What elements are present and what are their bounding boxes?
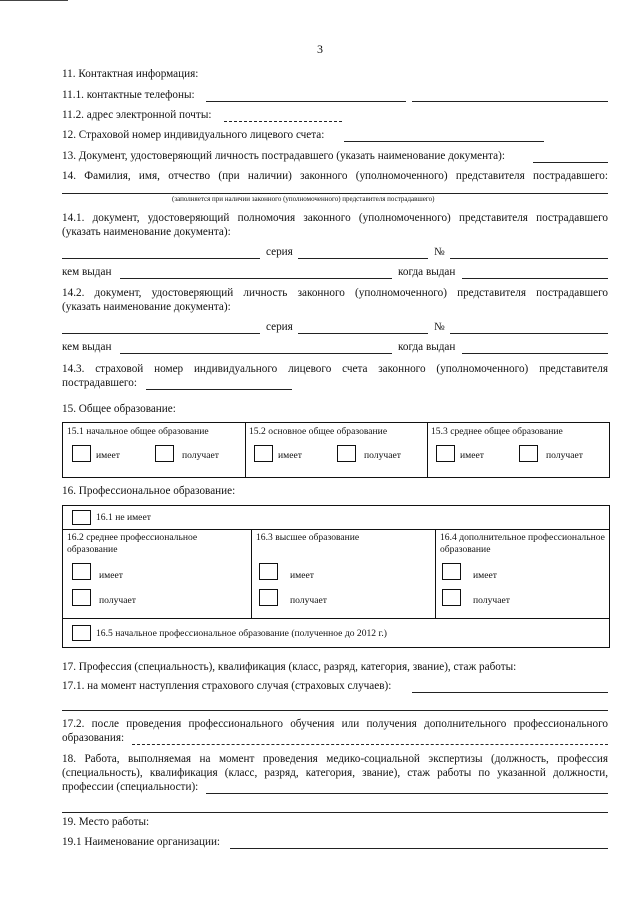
section-19-heading: 19. Место работы: [62, 816, 150, 828]
rep-snils-label-line2: пострадавшего: [62, 377, 137, 389]
representative-note: (заполняется при наличии законного (уполномоченного) представителя пострадавшего) [172, 195, 435, 203]
general-education-cell-1-title: 15.1 начальное общее образование [67, 426, 209, 437]
email-field[interactable] [224, 121, 342, 122]
rep-identity-label-line2: (указать наименование документа): [62, 301, 231, 313]
phones-field-2[interactable] [412, 101, 608, 102]
profession-after-training-label-line2: образования: [62, 732, 125, 744]
authority-document-label-line2: (указать наименование документа): [62, 226, 231, 238]
rep-identity-number-label: № [434, 321, 445, 333]
general-education-2-gets-label: получает [364, 450, 401, 461]
rep-identity-issued-when-label: когда выдан [398, 341, 456, 353]
section-16-heading: 16. Профессиональное образование: [62, 485, 236, 497]
current-work-field[interactable] [206, 793, 608, 794]
section-11-heading: 11. Контактная информация: [62, 68, 199, 80]
authority-number-field[interactable] [450, 258, 608, 259]
organization-name-label: 19.1 Наименование организации: [62, 836, 221, 848]
representative-name-label: 14. Фамилия, имя, отчество (при наличии) законного (уполномоченного) представителя пострадавшего: [62, 170, 608, 182]
initial-professional-row [63, 619, 609, 647]
general-education-3-gets-checkbox[interactable] [519, 445, 538, 462]
authority-document-name-field[interactable] [62, 258, 260, 259]
authority-issued-when-field[interactable] [462, 278, 608, 279]
representative-name-field[interactable] [62, 193, 608, 194]
general-education-cell-2 [245, 423, 428, 477]
authority-series-label: серия [266, 246, 293, 258]
general-education-1-gets-label: получает [182, 450, 219, 461]
rep-identity-number-field[interactable] [450, 333, 608, 334]
rep-identity-issued-by-label: кем выдан [62, 341, 112, 353]
organization-name-field[interactable] [230, 848, 608, 849]
current-work-label-line2: (специальность), квалификация (класс, разряд, категория, звание), стаж работы по указанной должности, [62, 767, 608, 779]
current-work-field-2[interactable] [62, 812, 608, 813]
additional-professional-title: 16.4 дополнительное профессиональное образование [440, 532, 605, 555]
no-education-row [63, 506, 609, 530]
higher-education-gets-label: получает [290, 595, 327, 606]
profession-at-insured-event-field-2[interactable] [62, 710, 608, 711]
rep-identity-label-line1: 14.2. документ, удостоверяющий личность законного (уполномоченного) представителя пострадавшего [62, 287, 608, 299]
general-education-1-has-checkbox[interactable] [72, 445, 91, 462]
profession-at-insured-event-field[interactable] [412, 692, 608, 693]
general-education-1-has-label: имеет [96, 450, 120, 461]
rep-snils-field[interactable] [146, 389, 292, 390]
secondary-professional-has-label: имеет [99, 570, 123, 581]
authority-issued-by-field[interactable] [120, 278, 392, 279]
rep-identity-issued-when-field[interactable] [462, 353, 608, 354]
authority-issued-when-label: когда выдан [398, 266, 456, 278]
professional-education-cell-3 [251, 530, 436, 618]
phones-field-1[interactable] [206, 101, 406, 102]
rep-identity-series-field[interactable] [298, 333, 428, 334]
page-number: 3 [317, 42, 323, 56]
secondary-professional-title: 16.2 среднее профессиональное образование [67, 532, 198, 555]
rep-identity-document-field[interactable] [62, 333, 260, 334]
identity-document-field[interactable] [533, 162, 608, 163]
professional-education-table [62, 505, 610, 648]
additional-professional-has-label: имеет [473, 570, 497, 581]
no-education-label: 16.1 не имеет [96, 512, 151, 523]
rep-identity-issued-by-field[interactable] [120, 353, 392, 354]
general-education-cell-3-title: 15.3 среднее общее образование [431, 426, 563, 437]
secondary-professional-gets-label: получает [99, 595, 136, 606]
rep-snils-label-line1: 14.3. страховой номер индивидуального лицевого счета законного (уполномоченного) представителя [62, 363, 608, 375]
general-education-3-gets-label: получает [546, 450, 583, 461]
higher-education-gets-checkbox[interactable] [259, 589, 278, 606]
authority-series-field[interactable] [298, 258, 428, 259]
email-label: 11.2. адрес электронной почты: [62, 109, 212, 121]
current-work-label-line1: 18. Работа, выполняемая на момент проведения медико-социальной экспертизы (должность, профессия [62, 753, 608, 765]
authority-document-label-line1: 14.1. документ, удостоверяющий полномочия законного (уполномоченного) представителя пострадавшего [62, 212, 608, 224]
general-education-2-has-label: имеет [278, 450, 302, 461]
professional-education-cell-2 [63, 530, 252, 618]
secondary-professional-gets-checkbox[interactable] [72, 589, 91, 606]
snils-field[interactable] [344, 141, 544, 142]
additional-professional-gets-label: получает [473, 595, 510, 606]
general-education-2-gets-checkbox[interactable] [337, 445, 356, 462]
section-15-heading: 15. Общее образование: [62, 403, 176, 415]
higher-education-has-checkbox[interactable] [259, 563, 278, 580]
general-education-2-has-checkbox[interactable] [254, 445, 273, 462]
general-education-cell-1 [63, 423, 246, 477]
initial-professional-checkbox[interactable] [72, 625, 91, 641]
additional-professional-has-checkbox[interactable] [442, 563, 461, 580]
section-17-heading: 17. Профессия (специальность), квалификация (класс, разряд, категория, звание), стаж работы: [62, 661, 517, 673]
authority-number-label: № [434, 246, 445, 258]
current-work-label-line3: профессии (специальности): [62, 781, 199, 793]
general-education-cell-3 [427, 423, 609, 477]
professional-education-levels-row [63, 530, 609, 619]
general-education-1-gets-checkbox[interactable] [155, 445, 174, 462]
general-education-3-has-label: имеет [460, 450, 484, 461]
higher-education-title: 16.3 высшее образование [256, 532, 360, 543]
professional-education-cell-4 [435, 530, 609, 618]
initial-professional-label: 16.5 начальное профессиональное образование (полученное до 2012 г.) [96, 628, 387, 639]
no-education-checkbox[interactable] [72, 510, 91, 525]
general-education-3-has-checkbox[interactable] [436, 445, 455, 462]
scan-edge-mark [0, 0, 68, 1]
general-education-cell-2-title: 15.2 основное общее образование [249, 426, 388, 437]
higher-education-has-label: имеет [290, 570, 314, 581]
snils-label: 12. Страховой номер индивидуального лицевого счета: [62, 129, 325, 141]
phones-label: 11.1. контактные телефоны: [62, 89, 195, 101]
profession-at-insured-event-label: 17.1. на момент наступления страхового случая (страховых случаев): [62, 680, 392, 692]
additional-professional-gets-checkbox[interactable] [442, 589, 461, 606]
secondary-professional-has-checkbox[interactable] [72, 563, 91, 580]
rep-identity-series-label: серия [266, 321, 293, 333]
general-education-table [62, 422, 610, 478]
profession-after-training-field[interactable] [132, 744, 608, 745]
identity-document-label: 13. Документ, удостоверяющий личность пострадавшего (указать наименование документа): [62, 150, 505, 162]
authority-issued-by-label: кем выдан [62, 266, 112, 278]
profession-after-training-label-line1: 17.2. после проведения профессионального обучения или получения дополнительного профессионального [62, 718, 608, 730]
